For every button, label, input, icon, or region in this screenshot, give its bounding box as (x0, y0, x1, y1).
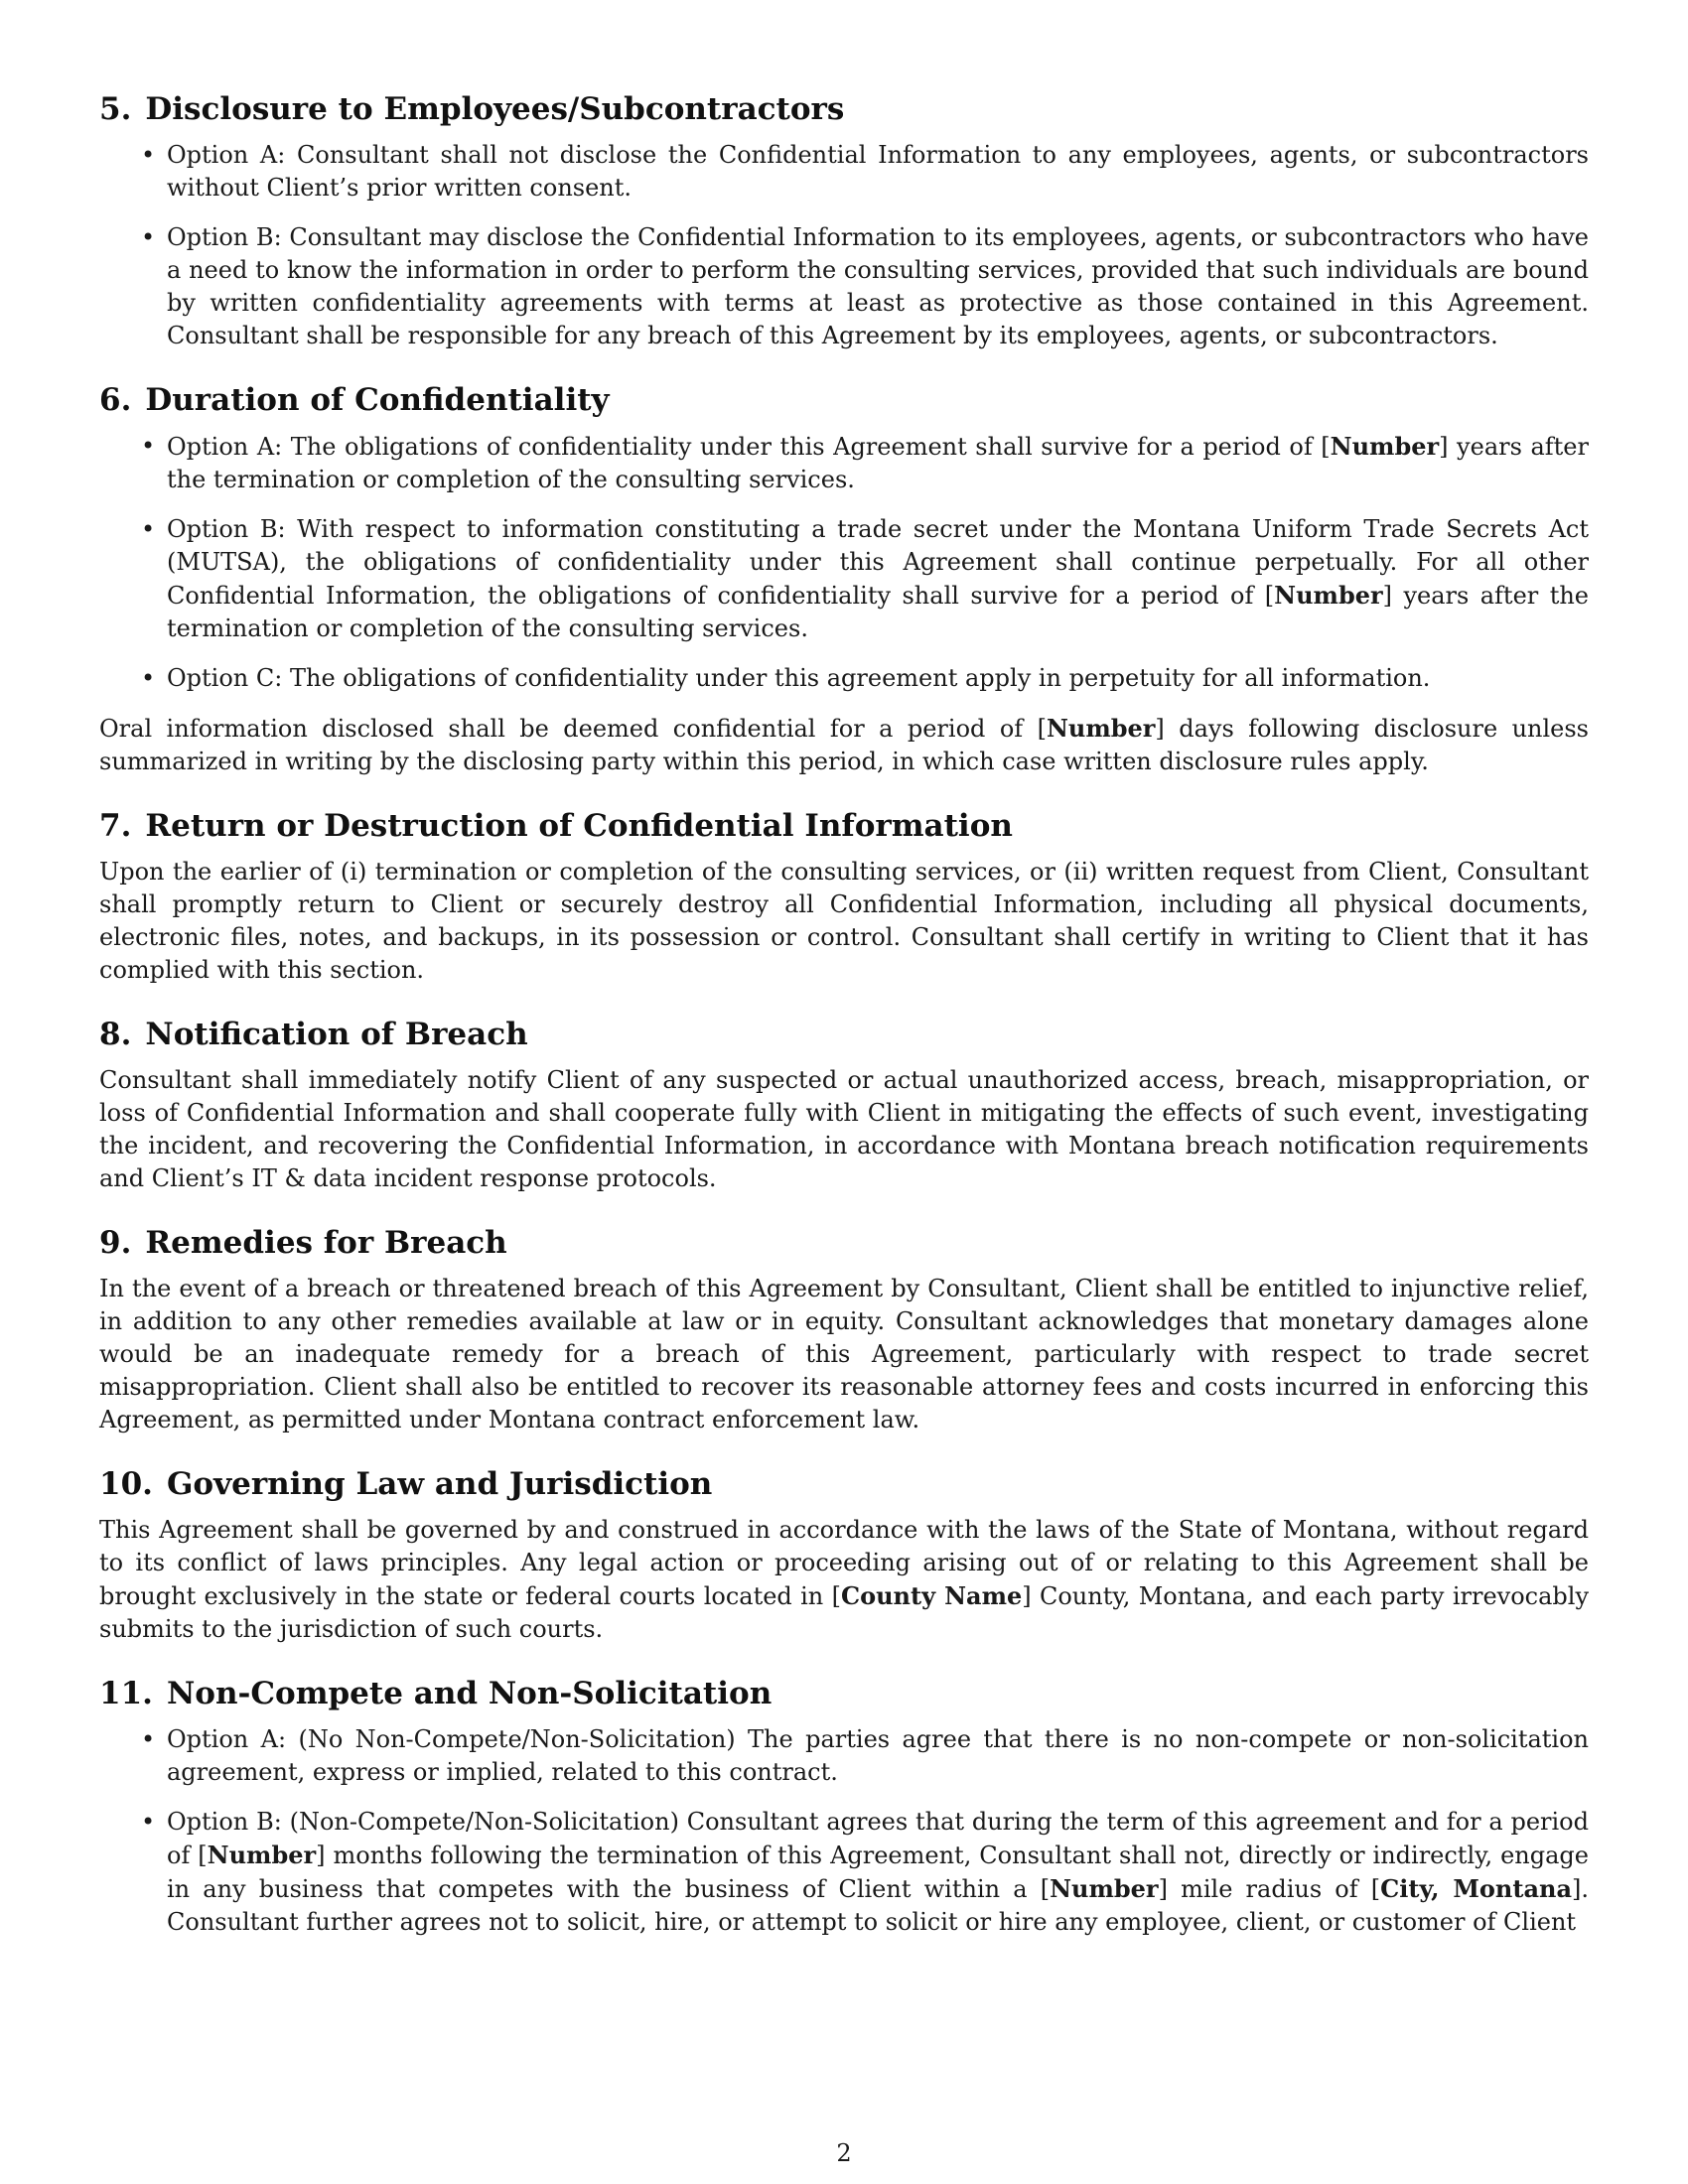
text-run: ] County, Montana, and each party irrevocably submits to the jurisdiction of such courts. (99, 1582, 1590, 1643)
page-number: 2 (836, 2139, 852, 2167)
option-text: Option A: (No Non-Compete/Non-Solicitation) The parties agree that there is no non-compete or non-solicitation agreement, express or implied, related to this contract. (167, 1725, 1589, 1786)
text-run: Option B: With respect to information constituting a trade secret under the Montana Uniform Trade Secrets Act (MUTSA), the obligations of confidentiality under this Agreement shall continue perpetually. For all other Confidential Information, the obligations of confidentiality shall survive for a period of [ (167, 515, 1589, 610)
placeholder-field: Number (1046, 714, 1156, 743)
placeholder-field: Number (207, 1841, 317, 1869)
section-title: Governing Law and Jurisdiction (166, 1466, 713, 1502)
placeholder-field: Number (1330, 432, 1440, 461)
section-10 (99, 1464, 1589, 1646)
text-run: ] months following the termination of this Agreement, Consultant shall not, directly or indirectly, engage in any business that competes with the business of Client within a [ (167, 1842, 1589, 1903)
section-heading (99, 380, 1589, 420)
section-title: Return or Destruction of Confidential Information (145, 808, 1013, 844)
section-number: 7. (99, 808, 132, 844)
text-run: This Agreement shall be governed by and construed in accordance with the laws of the State of Montana, without regard to its conflict of laws principles. Any legal action or proceeding arising out of or relating to this Agreement shall be brought exclusively in the state or federal courts located in [ (99, 1516, 1589, 1610)
section-title: Disclosure to Employees/Subcontractors (145, 91, 845, 127)
option-text: Option A: Consultant shall not disclose the Confidential Information to any employees, agents, or subcontractors without Client’s prior written consent. (167, 141, 1589, 202)
option-list (99, 1723, 1589, 1939)
section-title: Duration of Confidentiality (145, 382, 610, 418)
section-5 (99, 89, 1589, 352)
option-text: Option C: The obligations of confidentiality under this agreement apply in perpetuity for all information. (167, 664, 1431, 692)
section-number: 6. (99, 382, 132, 418)
list-item (167, 1723, 1589, 1789)
section-number: 9. (99, 1225, 132, 1261)
list-item (167, 1806, 1589, 1939)
section-7 (99, 806, 1589, 987)
section-heading (99, 89, 1589, 129)
option-text: Option B: Consultant may disclose the Confidential Information to its employees, agents, or subcontractors who have a need to know the information in order to perform the consulting services, provided that such individuals are bound by written confidentiality agreements with terms at least as protective as those contained in this Agreement. Consultant shall be responsible for any breach of this Agreement by its employees, agents, or subcontractors. (167, 223, 1589, 349)
text-run: ] years after the termination or completion of the consulting services. (167, 582, 1590, 642)
document-page (99, 89, 1589, 1967)
section-9 (99, 1223, 1589, 1436)
text-run: ]. Consultant further agrees not to solicit, hire, or attempt to solicit or hire any employee, client, or customer of Client (167, 1875, 1590, 1936)
list-item (167, 513, 1589, 645)
paragraph: Upon the earlier of (i) termination or completion of the consulting services, or (ii) written request from Client, Consultant shall promptly return to Client or securely destroy all Confidential Information, including all physical documents, electronic files, notes, and backups, in its possession or control. Consultant shall certify in writing to Client that it has complied with this section. (99, 858, 1589, 984)
section-number: 10. (99, 1466, 153, 1502)
placeholder-field: City, Montana (1380, 1874, 1573, 1903)
section-title: Notification of Breach (145, 1017, 528, 1052)
section-title: Remedies for Breach (145, 1225, 507, 1261)
paragraph: In the event of a breach or threatened breach of this Agreement by Consultant, Client shall be entitled to injunctive relief, in addition to any other remedies available at law or in equity. Consultant acknowledges that monetary damages alone would be an inadequate remedy for a breach of this Agreement, particularly with respect to trade secret misappropriation. Client shall also be entitled to recover its reasonable attorney fees and costs incurred in enforcing this Agreement, as permitted under Montana contract enforcement law. (99, 1275, 1589, 1433)
section-title: Non-Compete and Non-Solicitation (166, 1676, 773, 1711)
list-item (167, 430, 1589, 496)
section-8 (99, 1015, 1589, 1195)
section-number: 8. (99, 1017, 132, 1052)
list-item (167, 662, 1589, 695)
paragraph: Consultant shall immediately notify Client of any suspected or actual unauthorized access, breach, misappropriation, or loss of Confidential Information and shall cooperate fully with Client in mitigating the effects of such event, investigating the incident, and recovering the Confidential Information, in accordance with Montana breach notification requirements and Client’s IT & data incident response protocols. (99, 1066, 1589, 1192)
text-run: Option A: The obligations of confidentiality under this Agreement shall survive for a period of [ (167, 433, 1331, 461)
text-run: ] days following disclosure unless summarized in writing by the disclosing party within this period, in which case written disclosure rules apply. (99, 715, 1589, 775)
paragraph (99, 712, 1589, 778)
option-list (99, 430, 1589, 695)
text-run: Oral information disclosed shall be deemed confidential for a period of [ (99, 715, 1047, 743)
section-6 (99, 380, 1589, 778)
section-heading (99, 1015, 1589, 1054)
section-heading (99, 1223, 1589, 1263)
section-number: 11. (99, 1676, 153, 1711)
placeholder-field: Number (1050, 1874, 1159, 1903)
section-heading (99, 806, 1589, 846)
paragraph (99, 1514, 1589, 1646)
list-item (167, 139, 1589, 205)
section-number: 5. (99, 91, 132, 127)
section-heading (99, 1464, 1589, 1504)
section-heading (99, 1674, 1589, 1713)
text-run: ] years after the termination or completion of the consulting services. (167, 433, 1589, 493)
placeholder-field: Number (1274, 581, 1383, 610)
section-11 (99, 1674, 1589, 1939)
list-item (167, 221, 1589, 352)
text-run: ] mile radius of [ (1158, 1875, 1381, 1903)
option-list (99, 139, 1589, 352)
placeholder-field: County Name (840, 1581, 1023, 1610)
text-run: Option B: (Non-Compete/Non-Solicitation) Consultant agrees that during the term of this agreement and for a period of [ (167, 1808, 1589, 1869)
